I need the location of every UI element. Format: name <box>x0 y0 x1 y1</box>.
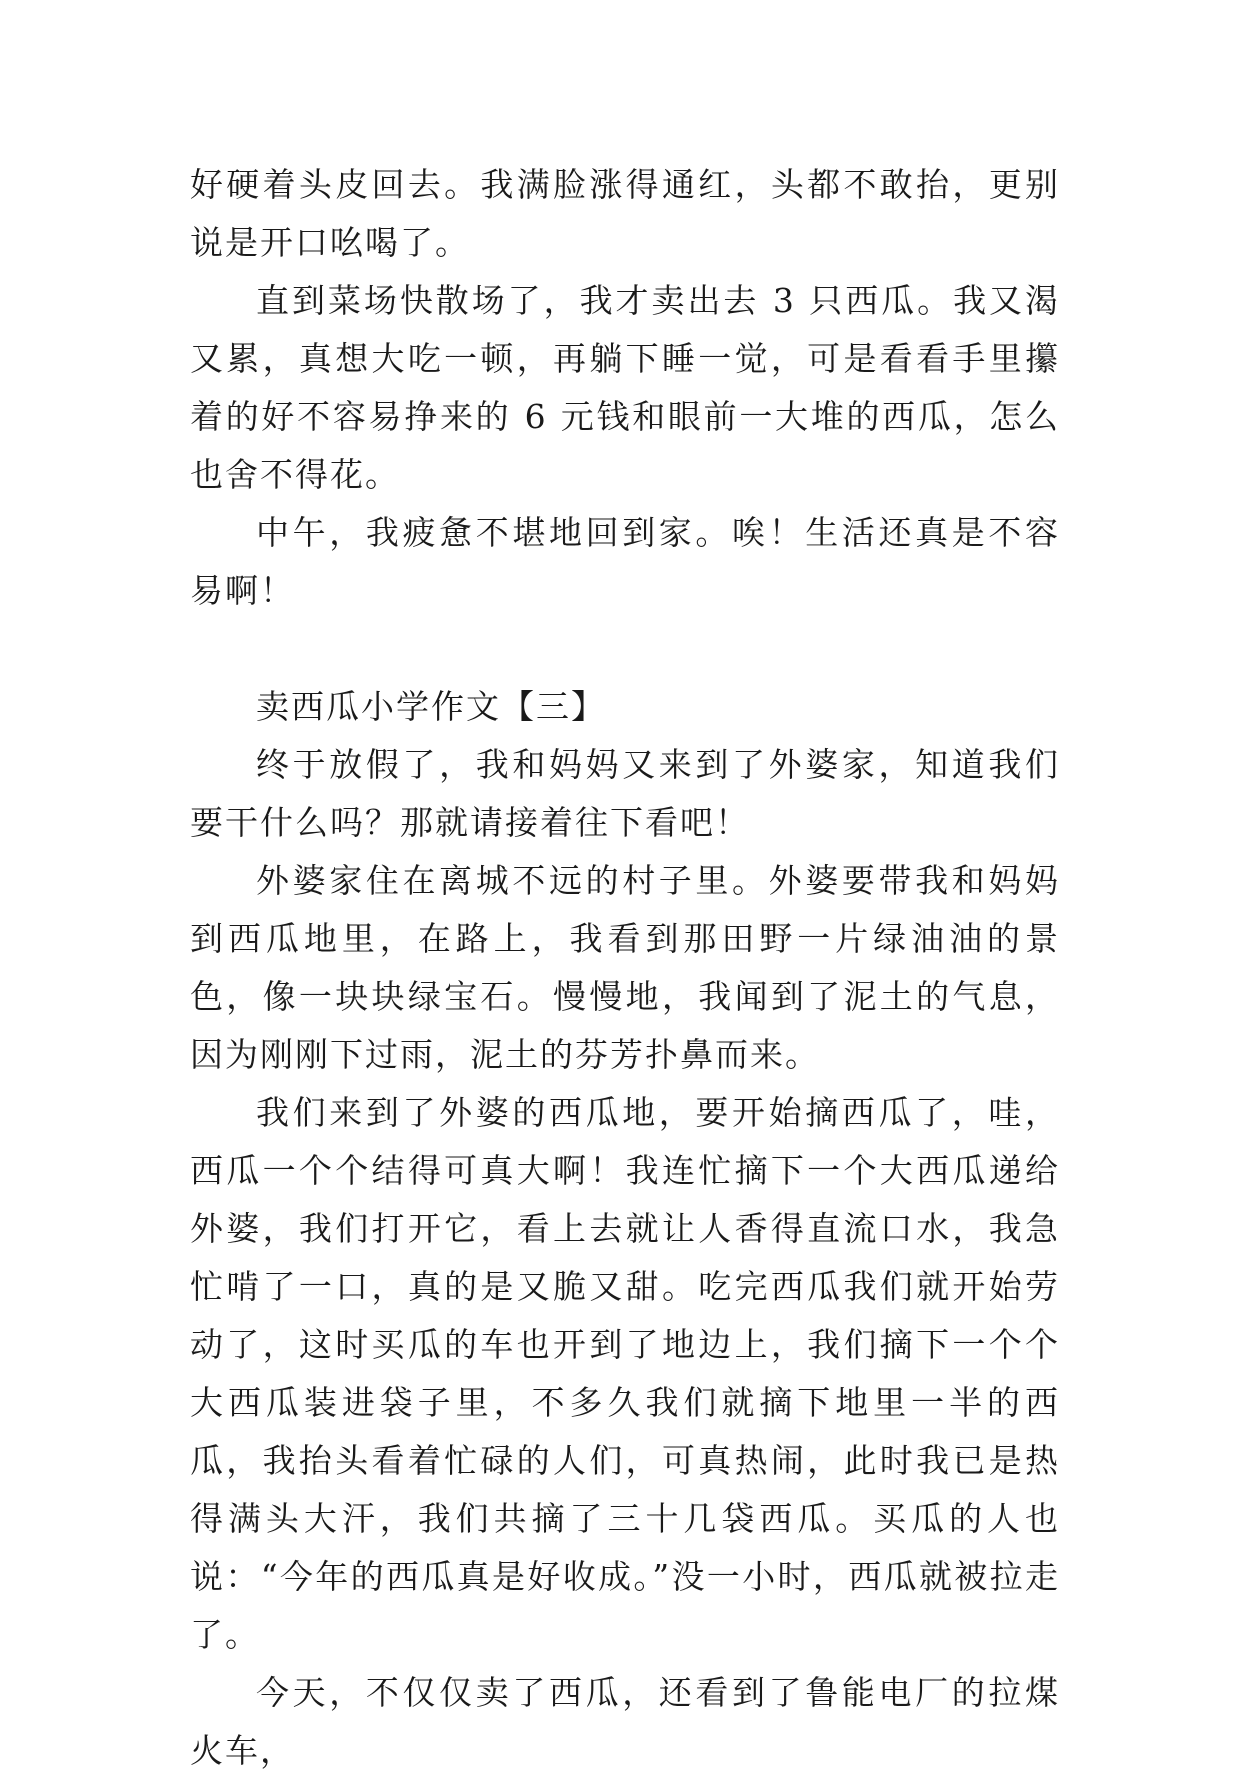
paragraph-1: 好硬着头皮回去。我满脸涨得通红，头都不敢抬，更别说是开口吆喝了。 <box>190 165 1060 262</box>
paragraph-3: 中午，我疲惫不堪地回到家。唉！生活还真是不容易啊！ <box>190 513 1060 610</box>
document-body <box>190 156 1060 1780</box>
paragraph-4: 终于放假了，我和妈妈又来到了外婆家，知道我们要干什么吗？那就请接着往下看吧！ <box>190 745 1060 842</box>
paragraph-5: 外婆家住在离城不远的村子里。外婆要带我和妈妈到西瓜地里，在路上，我看到那田野一片绿油油的景色，像一块块绿宝石。慢慢地，我闻到了泥土的气息，因为刚刚下过雨，泥土的芬芳扑鼻而来。 <box>190 861 1060 1074</box>
paragraph-2: 直到菜场快散场了，我才卖出去 3 只西瓜。我又渴又累，真想大吃一顿，再躺下睡一觉，可是看看手里攥着的好不容易挣来的 6 元钱和眼前一大堆的西瓜，怎么也舍不得花。 <box>190 281 1060 494</box>
paragraph-7: 今天，不仅仅卖了西瓜，还看到了鲁能电厂的拉煤火车， <box>190 1673 1060 1770</box>
section-gap <box>190 620 1060 678</box>
section-title: 卖西瓜小学作文【三】 <box>256 687 606 726</box>
paragraph-6: 我们来到了外婆的西瓜地，要开始摘西瓜了，哇，西瓜一个个结得可真大啊！我连忙摘下一个大西瓜递给外婆，我们打开它，看上去就让人香得直流口水，我急忙啃了一口，真的是又脆又甜。吃完西瓜我们就开始劳动了，这时买瓜的车也开到了地边上，我们摘下一个个大西瓜装进袋子里，不多久我们就摘下地里一半的西瓜，我抬头看着忙碌的人们，可真热闹，此时我已是热得满头大汗，我们共摘了三十几袋西瓜。买瓜的人也说：“今年的西瓜真是好收成。”没一小时，西瓜就被拉走了。 <box>190 1093 1060 1654</box>
